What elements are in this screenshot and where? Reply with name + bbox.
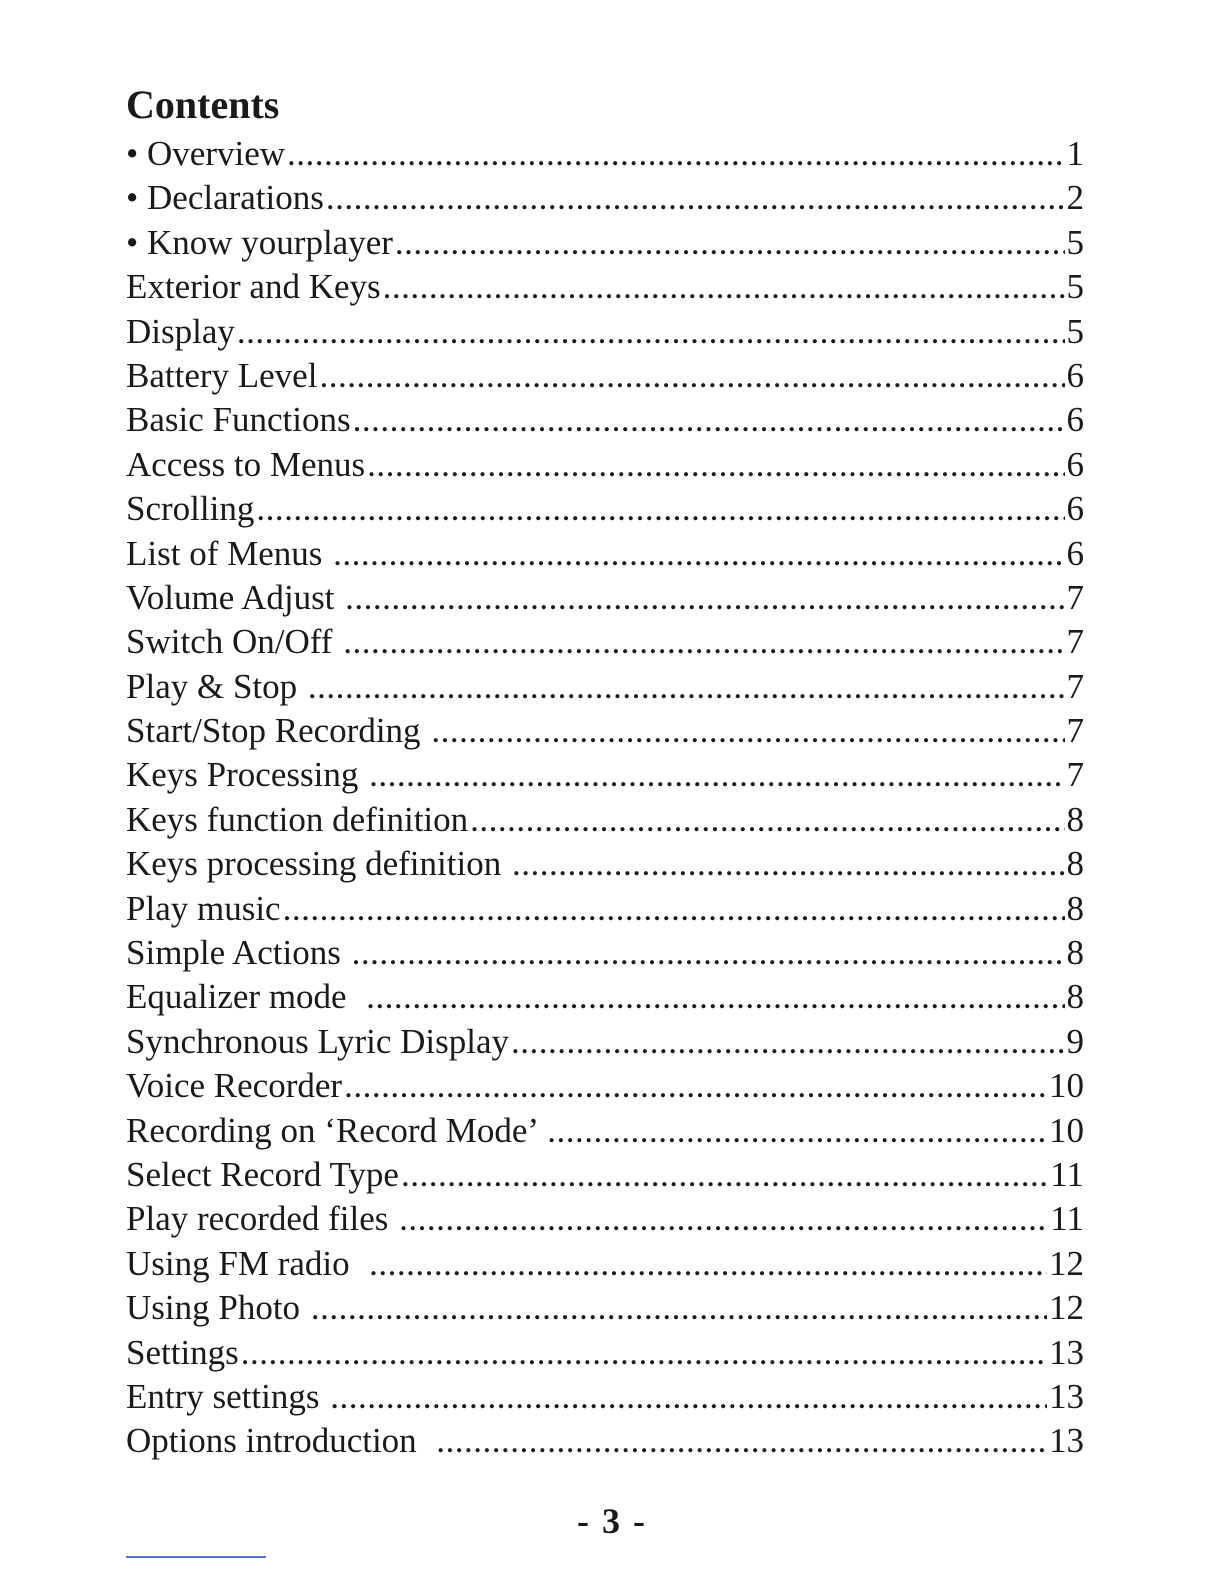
toc-entry-page: 7 [1066, 711, 1084, 751]
toc-entry[interactable] [126, 975, 1084, 1019]
toc-entry-label: Battery Level [126, 355, 318, 395]
toc-dot-leader [383, 265, 1065, 309]
toc-entry-label: • Declarations [126, 178, 324, 218]
toc-entry[interactable] [126, 532, 1084, 576]
toc-dot-leader [345, 576, 1064, 620]
toc-dot-leader [319, 354, 1064, 398]
toc-entry-label: Options introduction [126, 1421, 435, 1461]
toc-entry-page: 8 [1066, 888, 1084, 928]
toc-entry-label: Keys Processing [126, 755, 368, 795]
toc-entry-page: 6 [1066, 355, 1084, 395]
toc-entry[interactable] [126, 753, 1084, 797]
toc-entry-page: 12 [1049, 1243, 1084, 1283]
toc-entry[interactable] [126, 265, 1084, 309]
toc-dot-leader [431, 709, 1064, 753]
toc-entry[interactable] [126, 709, 1084, 753]
toc-entry-label: Voice Recorder [126, 1066, 343, 1106]
toc-entry[interactable] [126, 1286, 1084, 1330]
toc-entry-page: 8 [1066, 977, 1084, 1017]
toc-entry-label: Settings [126, 1332, 239, 1372]
toc-dot-leader [344, 1064, 1047, 1108]
toc-entry-page: 8 [1066, 933, 1084, 973]
toc-entry-page: 6 [1066, 489, 1084, 529]
toc-entry-page: 13 [1049, 1376, 1084, 1416]
toc-entry-label: Equalizer mode [126, 977, 365, 1017]
toc-entry-page: 7 [1066, 755, 1084, 795]
toc-entry-page: 10 [1049, 1066, 1084, 1106]
toc-dot-leader [352, 931, 1065, 975]
toc-dot-leader [311, 1286, 1047, 1330]
toc-entry-label: Display [126, 311, 235, 351]
toc-entry[interactable] [126, 443, 1084, 487]
toc-dot-leader [512, 842, 1065, 886]
toc-dot-leader [367, 443, 1064, 487]
toc-dot-leader [330, 1375, 1047, 1419]
toc-dot-leader [401, 1153, 1048, 1197]
toc-entry[interactable] [126, 176, 1084, 220]
toc-dot-leader [287, 132, 1064, 176]
toc-entry-page: 7 [1066, 622, 1084, 662]
toc-entry-label: Switch On/Off [126, 622, 342, 662]
toc-dot-leader [256, 487, 1064, 531]
toc-entry-label: List of Menus [126, 533, 332, 573]
toc-entry-page: 11 [1050, 1199, 1084, 1239]
toc-entry-page: 5 [1066, 311, 1084, 351]
toc-entry-label: Play music [126, 888, 281, 928]
toc-entry[interactable] [126, 1197, 1084, 1241]
toc-dot-leader [399, 1197, 1048, 1241]
toc-entry-page: 11 [1050, 1154, 1084, 1194]
toc-entry-label: Basic Functions [126, 400, 351, 440]
toc-entry-page: 7 [1066, 666, 1084, 706]
toc-entry[interactable] [126, 620, 1084, 664]
toc-entry-page: 9 [1066, 1021, 1084, 1061]
toc-entry[interactable] [126, 487, 1084, 531]
toc-entry-label: Start/Stop Recording [126, 711, 430, 751]
toc-entry-label: Exterior and Keys [126, 267, 381, 307]
toc-dot-leader [237, 310, 1065, 354]
toc-entry-label: Keys processing definition [126, 844, 510, 884]
toc-entry-page: 5 [1066, 267, 1084, 307]
footnote-divider [126, 1556, 266, 1558]
toc-entry[interactable] [126, 665, 1084, 709]
toc-dot-leader [436, 1419, 1047, 1463]
toc-dot-leader [283, 887, 1065, 931]
toc-entry-label: Using Photo [126, 1288, 309, 1328]
toc-entry-page: 8 [1066, 844, 1084, 884]
toc-entry-label: • Know yourplayer [126, 222, 393, 262]
toc-entry-page: 13 [1049, 1421, 1084, 1461]
toc-entry-page: 13 [1049, 1332, 1084, 1372]
toc-dot-leader [511, 1020, 1064, 1064]
toc-entry-label: Volume Adjust [126, 577, 344, 617]
toc-dot-leader [353, 398, 1065, 442]
toc-dot-leader [241, 1331, 1047, 1375]
toc-entry[interactable] [126, 798, 1084, 842]
toc-dot-leader [395, 221, 1065, 265]
toc-entry-page: 7 [1066, 577, 1084, 617]
toc-dot-leader [343, 620, 1064, 664]
toc-entry[interactable] [126, 221, 1084, 265]
toc-entry[interactable] [126, 132, 1084, 176]
toc-entry[interactable] [126, 931, 1084, 975]
toc-entry-label: Keys function definition [126, 799, 469, 839]
toc-entry-label: Using FM radio [126, 1243, 368, 1283]
toc-entry-label: Simple Actions [126, 933, 350, 973]
toc-entry-label: Synchronous Lyric Display [126, 1021, 510, 1061]
toc-dot-leader [369, 753, 1064, 797]
toc-entry[interactable] [126, 354, 1084, 398]
toc-dot-leader [470, 798, 1064, 842]
toc-entry[interactable] [126, 1020, 1084, 1064]
toc-dot-leader [369, 1242, 1047, 1286]
toc-entry-page: 10 [1049, 1110, 1084, 1150]
toc-entry-label: Entry settings [126, 1376, 329, 1416]
toc-dot-leader [308, 665, 1065, 709]
toc-entry[interactable] [126, 1064, 1084, 1108]
toc-entry[interactable] [126, 1242, 1084, 1286]
toc-entry[interactable] [126, 398, 1084, 442]
toc-dot-leader [547, 1109, 1047, 1153]
toc-entry[interactable] [126, 1375, 1084, 1419]
toc-entry-page: 6 [1066, 444, 1084, 484]
toc-dot-leader [326, 176, 1065, 220]
toc-entry-page: 1 [1066, 134, 1084, 173]
toc-entry[interactable] [126, 1331, 1084, 1375]
toc-entry[interactable] [126, 1419, 1084, 1463]
page-title: Contents [126, 82, 280, 127]
toc-entry[interactable] [126, 887, 1084, 931]
toc-entry[interactable] [126, 1109, 1084, 1153]
toc-entry-label: Scrolling [126, 489, 255, 529]
table-of-contents [126, 78, 1084, 1464]
toc-entry-page: 2 [1066, 178, 1084, 218]
toc-entry-label: Play recorded files [126, 1199, 398, 1239]
toc-entry-page: 8 [1066, 799, 1084, 839]
toc-entry-label: • Overview [126, 134, 286, 173]
toc-entry-label: Select Record Type [126, 1154, 399, 1194]
toc-entry[interactable] [126, 842, 1084, 886]
toc-entry-page: 6 [1066, 400, 1084, 440]
toc-entry-label: Access to Menus [126, 444, 366, 484]
toc-entry[interactable] [126, 576, 1084, 620]
toc-entry-page: 6 [1066, 533, 1084, 573]
toc-entry-label: Recording on ‘Record Mode’ [126, 1110, 546, 1150]
toc-list [126, 132, 1084, 1464]
toc-entry-label: Play & Stop [126, 666, 306, 706]
toc-entry-page: 5 [1066, 222, 1084, 262]
toc-dot-leader [366, 975, 1064, 1019]
toc-entry-page: 12 [1049, 1288, 1084, 1328]
page-number: - 3 - [577, 1501, 647, 1541]
toc-entry[interactable] [126, 310, 1084, 354]
toc-dot-leader [333, 532, 1064, 576]
toc-entry[interactable] [126, 1153, 1084, 1197]
